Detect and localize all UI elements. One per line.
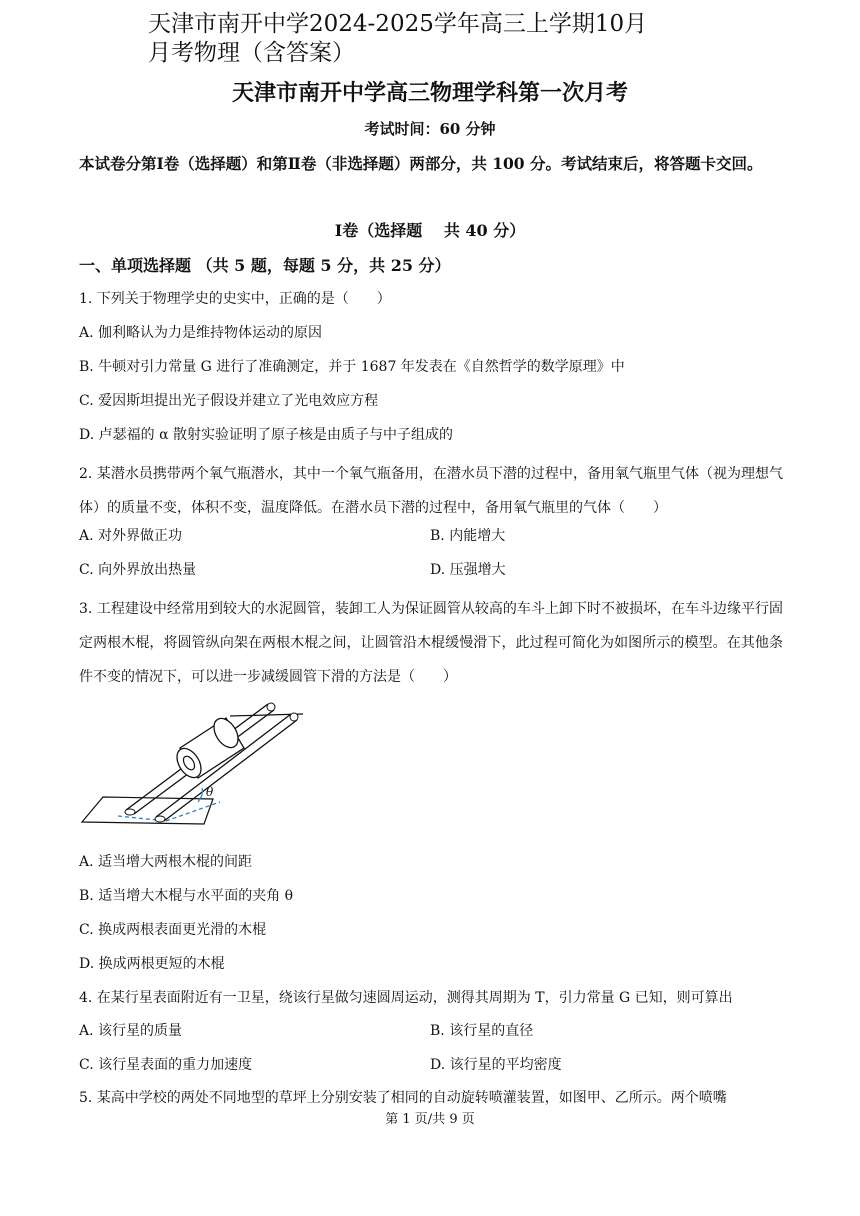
question-1-option-d: D. 卢瑟福的 α 散射实验证明了原子核是由质子与中子组成的: [79, 427, 453, 443]
question-4-option-a: A. 该行星的质量: [79, 1023, 183, 1039]
question-3-option-a: A. 适当增大两根木棍的间距: [79, 854, 253, 870]
question-1-option-b: B. 牛顿对引力常量 G 进行了准确测定，并于 1687 年发表在《自然哲学的数学原理》中: [79, 359, 625, 375]
exam-time: 考试时间：60 分钟: [364, 120, 496, 138]
question-2-option-a: A. 对外界做正功: [79, 528, 183, 544]
ground-plane: [82, 797, 213, 824]
question-4-option-b: B. 该行星的直径: [430, 1023, 534, 1039]
page-footer: 第 1 页/共 9 页: [385, 1112, 475, 1127]
question-4-stem: 4. 在某行星表面附近有一卫星，绕该行星做匀速圆周运动，测得其周期为 T，引力常量 G 已知，则可算出: [79, 990, 733, 1006]
question-4-option-c: C. 该行星表面的重力加速度: [79, 1057, 253, 1073]
part-title: Ⅰ卷（选择题 共 40 分）: [334, 221, 526, 240]
document-header: [148, 10, 647, 68]
question-3-option-d: D. 换成两根更短的木棍: [79, 956, 225, 972]
question-3-option-b: B. 适当增大木棍与水平面的夹角 θ: [79, 888, 294, 904]
theta-label: θ: [206, 785, 214, 799]
exam-intro: 本试卷分第Ⅰ卷（选择题）和第Ⅱ卷（非选择题）两部分，共 100 分。考试结束后，将答题卡交回。: [79, 154, 763, 173]
incline-pipe-figure: [78, 690, 313, 835]
section-title: 一、单项选择题 （共 5 题，每题 5 分，共 25 分）: [79, 256, 451, 275]
question-3-option-c: C. 换成两根表面更光滑的木棍: [79, 922, 267, 938]
question-2-option-d: D. 压强增大: [430, 562, 506, 578]
exam-title: 天津市南开中学高三物理学科第一次月考: [231, 80, 628, 106]
question-1-stem: 1. 下列关于物理学史的史实中，正确的是（ ）: [79, 291, 391, 307]
header-line-2: 月考物理（含答案）: [148, 40, 355, 66]
question-2-option-b: B. 内能增大: [430, 528, 506, 544]
dashed-projection-line: [166, 802, 220, 821]
header-line-1: 天津市南开中学2024-2025学年高三上学期10月: [148, 11, 648, 37]
question-3-stem: 3. 工程建设中经常用到较大的水泥圆管，装卸工人为保证圆管从较高的车斗上卸下时不被损坏，在车斗边缘平行固定两根木棍，将圆管纵向架在两根木棍之间，让圆管沿木棍缓慢滑下，此过程可简化为如图所示的模型。在其他条件不变的情况下，可以进一步减缓圆管下滑的方法是（ ）: [79, 601, 783, 685]
question-1-option-c: C. 爱因斯坦提出光子假设并建立了光电效应方程: [79, 393, 379, 409]
question-5-stem: 5. 某高中学校的两处不同地型的草坪上分别安装了相同的自动旋转喷灌装置，如图甲、乙所示。两个喷嘴: [79, 1090, 727, 1106]
question-4-option-d: D. 该行星的平均密度: [430, 1057, 562, 1073]
question-2-option-c: C. 向外界放出热量: [79, 562, 197, 578]
question-1-option-a: A. 伽利略认为力是维持物体运动的原因: [79, 325, 323, 341]
question-2-stem: 2. 某潜水员携带两个氧气瓶潜水，其中一个氧气瓶备用，在潜水员下潜的过程中，备用氧气瓶里气体（视为理想气体）的质量不变，体积不变，温度降低。在潜水员下潜的过程中，备用氧气瓶里的气体（ ）: [79, 466, 783, 516]
